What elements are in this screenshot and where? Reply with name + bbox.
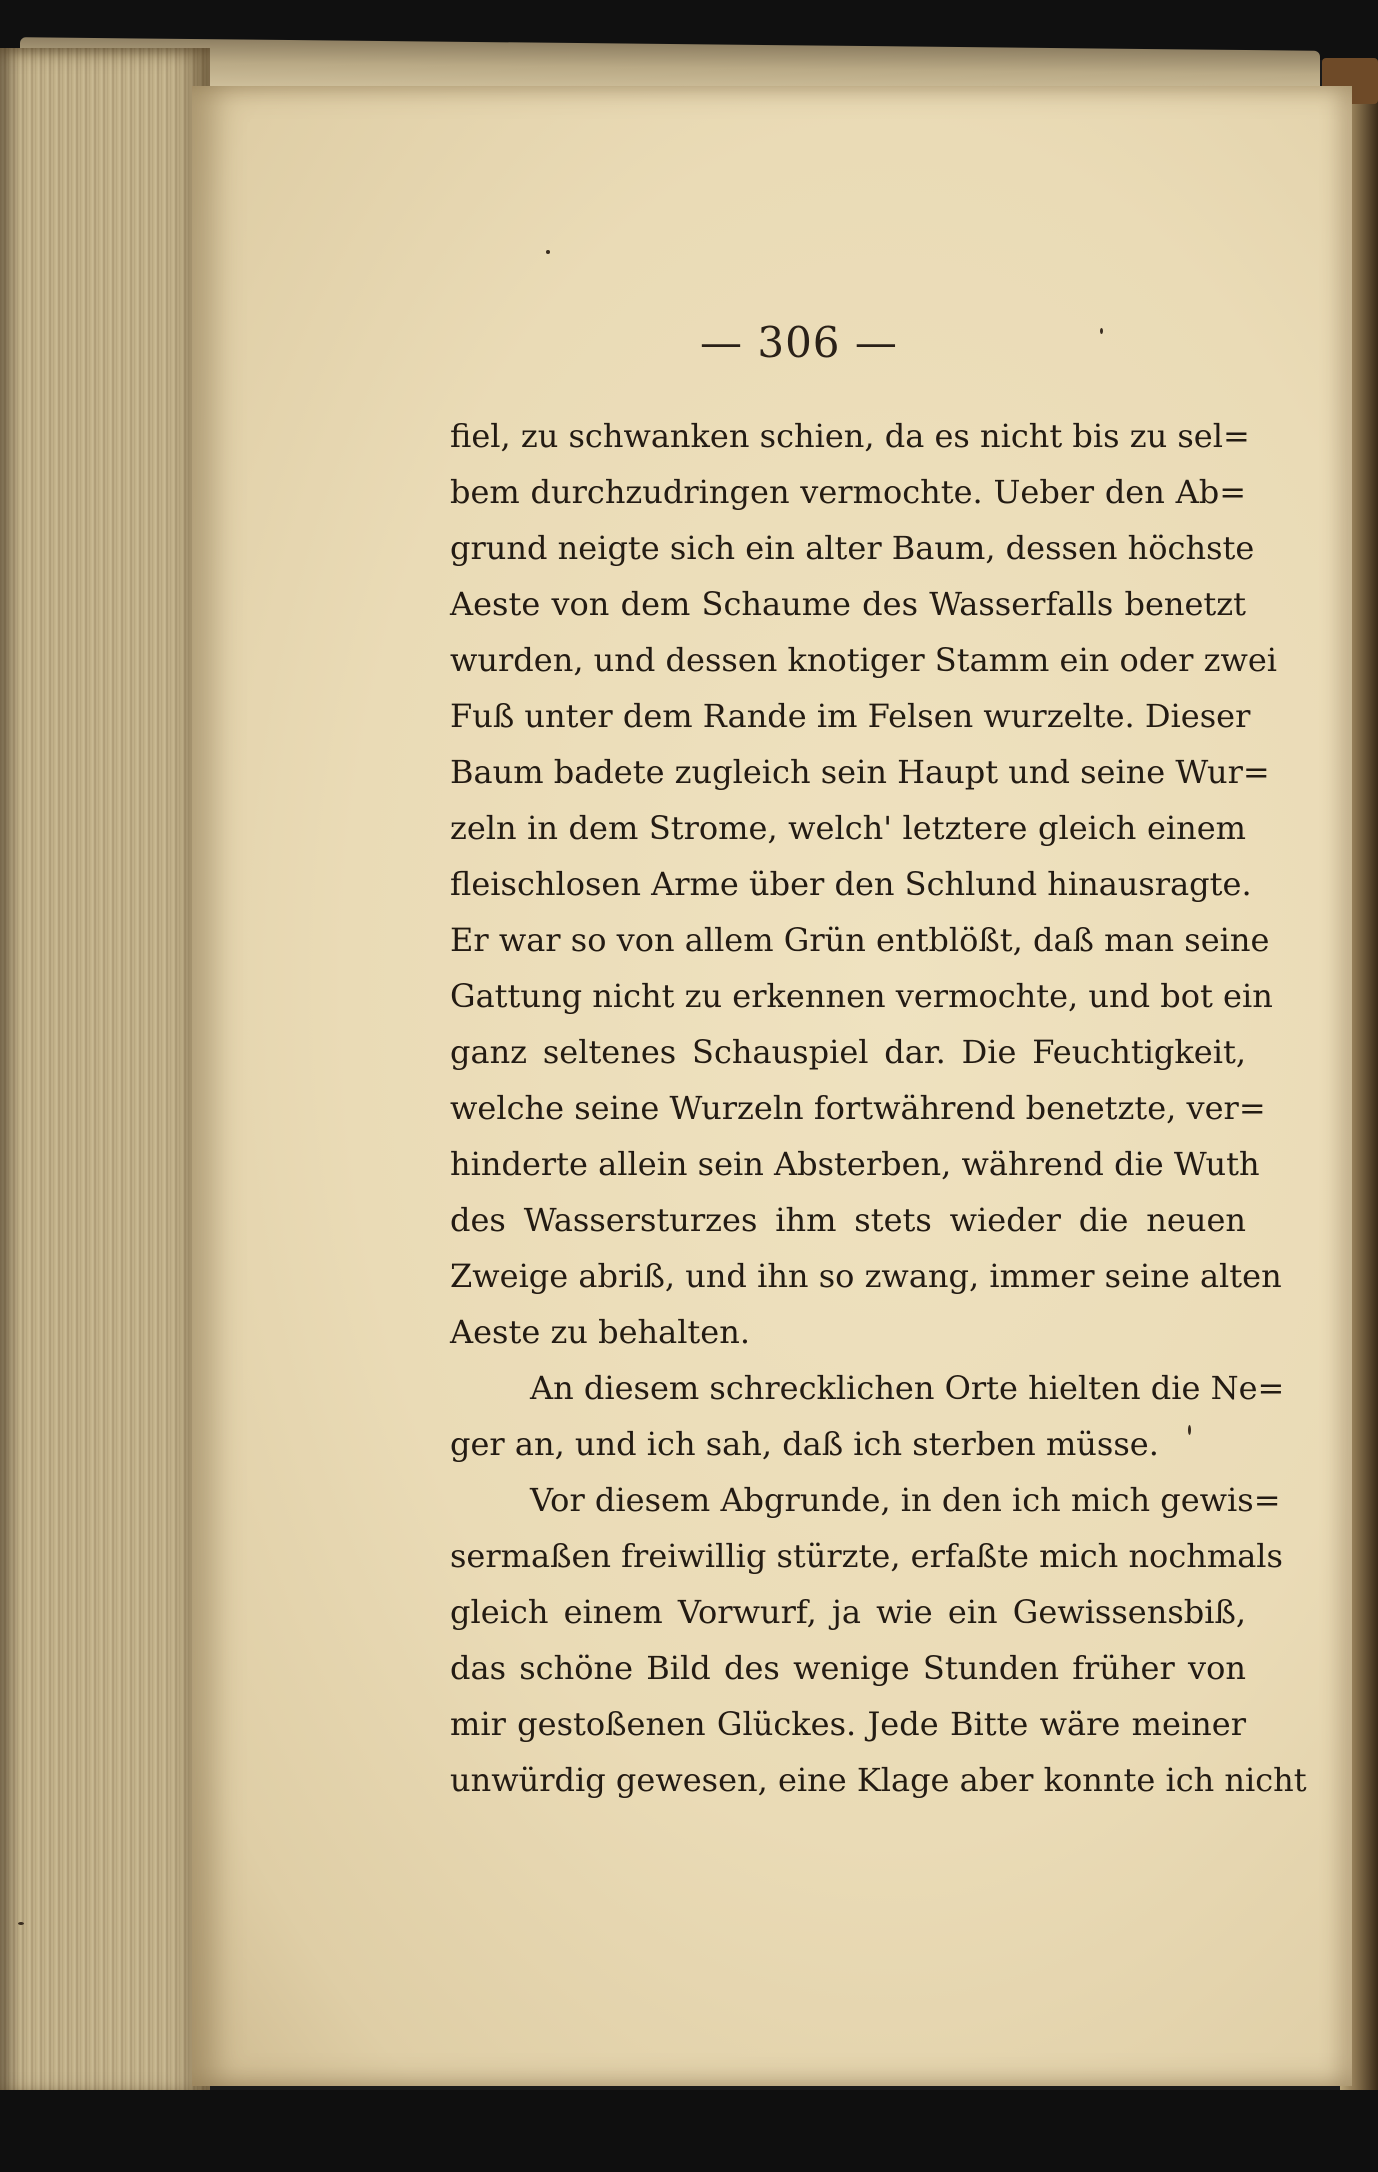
paragraph [450, 1360, 1285, 1472]
text-line: des Wassersturzes ihm stets wieder die neuen [450, 1201, 1246, 1239]
scan-background-bottom [0, 2090, 1378, 2172]
text-line: das schöne Bild des wenige Stunden früher von [450, 1649, 1246, 1687]
page-number: — 306 — [700, 318, 898, 367]
text-line: Vor diesem Abgrunde, in den ich mich gewis= [530, 1481, 1281, 1519]
text-line: hinderte allein sein Absterben, während die Wuth [450, 1145, 1260, 1183]
text-line: bem durchzudringen vermochte. Ueber den Ab= [450, 473, 1246, 511]
page-stack-edge [0, 48, 210, 2098]
text-line: Aeste von dem Schaume des Wasserfalls benetzt [450, 585, 1246, 623]
ink-speck [18, 1922, 24, 1925]
text-line: Fuß unter dem Rande im Felsen wurzelte. Dieser [450, 697, 1251, 735]
text-line: wurden, und dessen knotiger Stamm ein oder zwei [450, 641, 1278, 679]
text-line: fleischlosen Arme über den Schlund hinausragte. [450, 865, 1252, 903]
paragraph [450, 1472, 1307, 1808]
text-line: mir gestoßenen Glückes. Jede Bitte wäre meiner [450, 1705, 1246, 1743]
text-line: ger an, und ich sah, daß ich sterben müsse. [450, 1425, 1159, 1463]
ink-speck [546, 250, 550, 254]
paragraph [450, 408, 1282, 1360]
text-line: ganz seltenes Schauspiel dar. Die Feuchtigkeit, [450, 1033, 1246, 1071]
text-line: Er war so von allem Grün entblößt, daß man seine [450, 921, 1270, 959]
text-line: grund neigte sich ein alter Baum, dessen höchste [450, 529, 1255, 567]
text-line: sermaßen freiwillig stürzte, erfaßte mich nochmals [450, 1537, 1283, 1575]
text-line: fiel, zu schwanken schien, da es nicht bis zu sel= [450, 417, 1250, 455]
text-line: Zweige abriß, und ihn so zwang, immer seine alten [450, 1257, 1282, 1295]
ink-speck [1100, 328, 1103, 334]
text-line: An diesem schrecklichen Orte hielten die Ne= [530, 1369, 1285, 1407]
text-line: Gattung nicht zu erkennen vermochte, und bot ein [450, 977, 1273, 1015]
text-line: gleich einem Vorwurf, ja wie ein Gewissensbiß, [450, 1593, 1246, 1631]
text-line: welche seine Wurzeln fortwährend benetzte, ver= [450, 1089, 1266, 1127]
text-line: Aeste zu behalten. [450, 1313, 750, 1351]
text-line: Baum badete zugleich sein Haupt und seine Wur= [450, 753, 1270, 791]
body-text [450, 408, 1307, 1808]
text-line: unwürdig gewesen, eine Klage aber konnte ich nicht [450, 1761, 1307, 1799]
text-line: zeln in dem Strome, welch' letztere gleich einem [450, 809, 1246, 847]
